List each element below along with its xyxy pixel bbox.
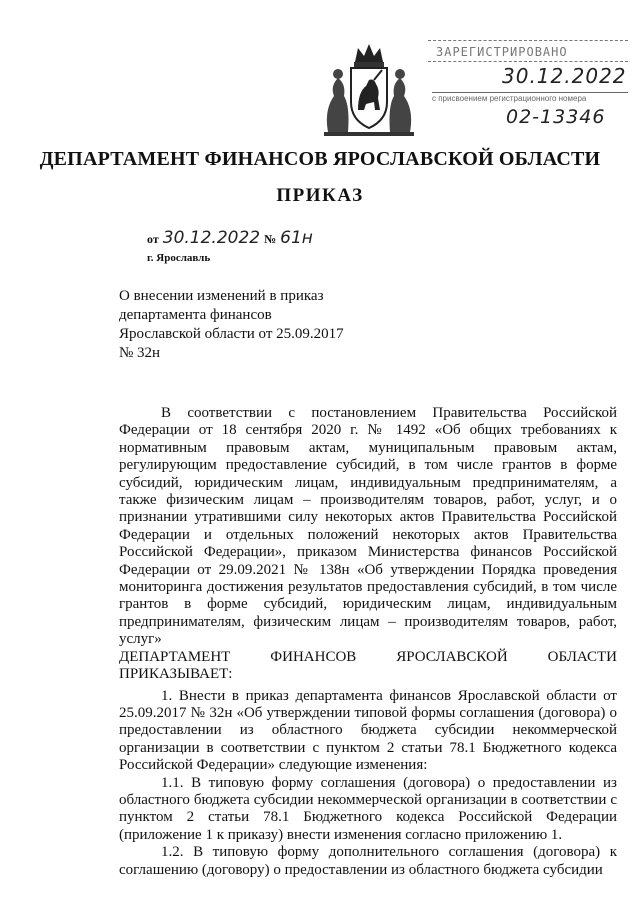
subject-line: № 32н — [119, 345, 161, 361]
item-1-paragraph: 1. Внести в приказ департамента финансов Ярославской области от 25.09.2017 № 32н «Об утверждении типовой формы соглашения (договора) о предоставлении из областного бюджета субсидии некоммерческой организации в соответствии с пунктом 2 статьи 78.1 Бюджетного кодекса Российской Федерации» следующие изменения: — [119, 687, 617, 774]
order-subject — [119, 287, 419, 363]
item-1-1-paragraph: 1.1. В типовую форму соглашения (договора) о предоставлении из областного бюджета субсидии некоммерческой организации в соответствии с пунктом 2 статьи 78.1 Бюджетного кодекса Российской Федерации (приложение 1 к приказу) внести изменения согласно приложению 1. — [119, 774, 617, 843]
stamp-note: с присвоением регистрационного номера — [432, 94, 587, 103]
order-number: 61н — [280, 228, 313, 248]
order-date-line — [147, 228, 313, 248]
from-label: от — [147, 232, 159, 246]
order-body — [119, 405, 617, 879]
item-1-2-paragraph: 1.2. В типовую форму дополнительного соглашения (договора) к соглашению (договору) о предоставлении из областного бюджета субсидии — [119, 844, 617, 878]
city: г. Ярославль — [147, 252, 211, 264]
order-directive: ДЕПАРТАМЕНТ ФИНАНСОВ ЯРОСЛАВСКОЙ ОБЛАСТИ ПРИКАЗЫВАЕТ: — [119, 648, 617, 683]
stamp-header: ЗАРЕГИСТРИРОВАНО — [428, 40, 628, 62]
subject-line: департамента финансов — [119, 307, 272, 323]
coat-of-arms-emblem — [314, 40, 424, 140]
document-type-title: ПРИКАЗ — [276, 185, 364, 206]
number-label: № — [264, 232, 277, 246]
preamble-paragraph: В соответствии с постановлением Правительства Российской Федерации от 18 сентября 2020 г. № 1492 «Об общих требованиях к нормативным правовым актам, муниципальным правовым актам, регулирующим предоставление субсидий, в том числе грантов в форме субсидий, юридическим лицам, индивидуальным предпринимателям, а также физическим лицам – производителям товаров, работ, услуг, и о признании утратившими силу некоторых актов Правительства Российской Федерации и отдельных положений некоторых актов Правительства Российской Федерации», приказом Министерства финансов Российской Федерации от 29.09.2021 № 138н «Об утверждении Порядка проведения мониторинга достижения результатов предоставления субсидий, в том числе грантов в форме субсидий, юридическим лицам, индивидуальным предпринимателям, физическим лицам – производителям товаров, работ, услуг» — [119, 405, 617, 648]
subject-line: О внесении изменений в приказ — [119, 288, 324, 304]
order-date: 30.12.2022 — [162, 228, 261, 248]
stamp-date: 30.12.2022 — [502, 64, 627, 88]
subject-line: Ярославской области от 25.09.2017 — [119, 326, 344, 342]
department-title: ДЕПАРТАМЕНТ ФИНАНСОВ ЯРОСЛАВСКОЙ ОБЛАСТИ — [39, 148, 601, 170]
stamp-divider — [432, 92, 628, 93]
registration-stamp — [424, 38, 634, 128]
stamp-registration-number: 02-13346 — [506, 106, 606, 128]
